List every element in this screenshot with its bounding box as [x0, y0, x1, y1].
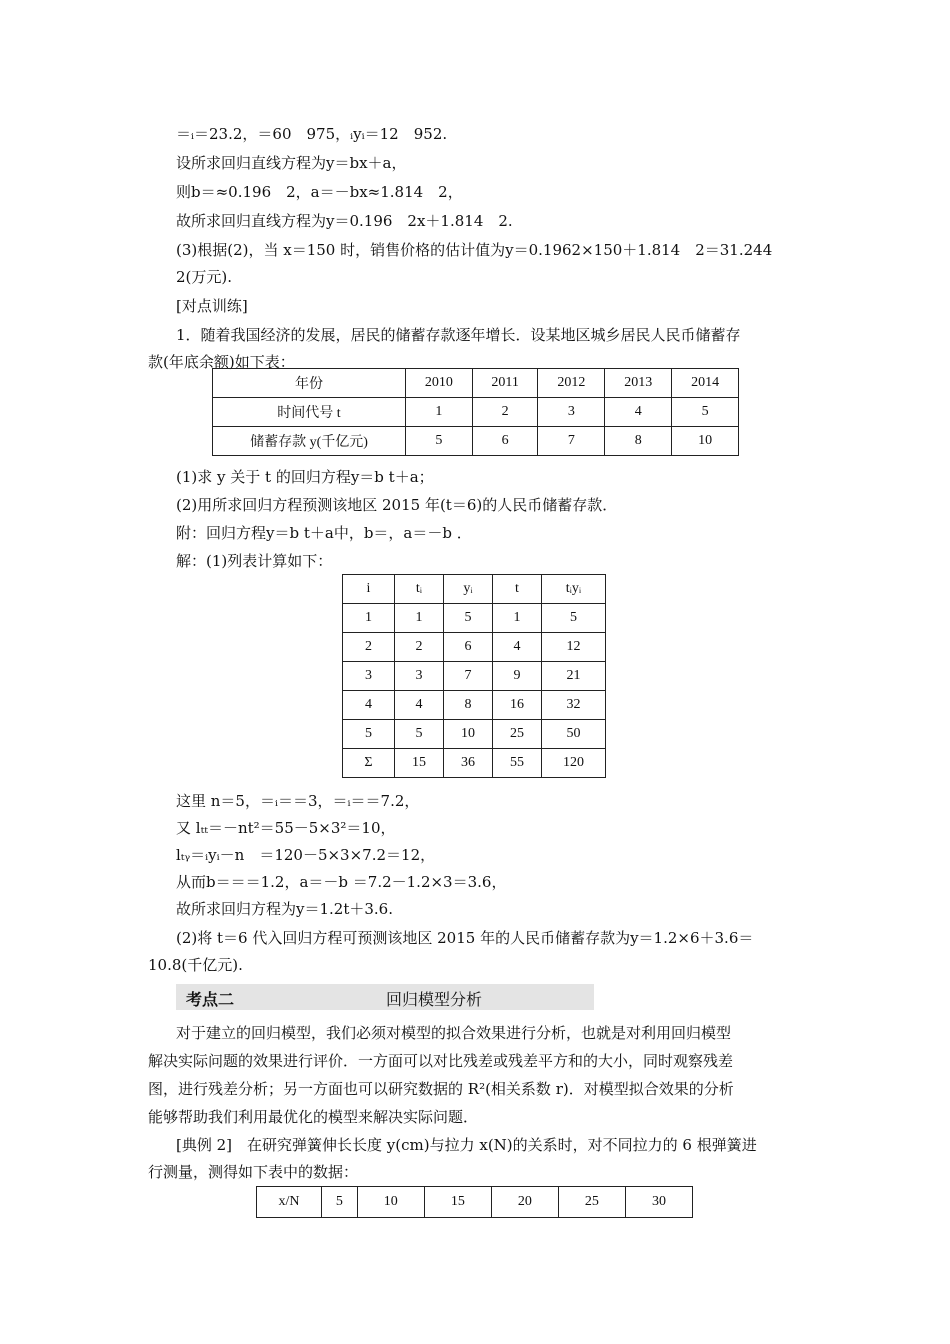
table-cell: 2	[395, 633, 444, 662]
table-cell: 2011	[472, 369, 538, 398]
table-row	[343, 575, 606, 604]
table-cell: 2	[343, 633, 395, 662]
table-cell: 5	[322, 1187, 358, 1218]
table-cell: 25	[493, 720, 542, 749]
text-line: 解：(1)列表计算如下：	[176, 552, 333, 570]
table-cell: 1	[343, 604, 395, 633]
table-row	[213, 427, 739, 456]
table-cell: 20	[491, 1187, 558, 1218]
table-cell: 5	[395, 720, 444, 749]
table-cell: 3	[395, 662, 444, 691]
table-cell: 2013	[605, 369, 672, 398]
table-cell: Σ	[343, 749, 395, 778]
table-cell: 6	[472, 427, 538, 456]
text-line: 10.8(千亿元).	[148, 956, 243, 974]
table-cell: yᵢ	[444, 575, 493, 604]
table-cell: 年份	[213, 369, 406, 398]
table-cell: 32	[542, 691, 606, 720]
text-line: [典例 2] 在研究弹簧伸长长度 y(cm)与拉力 x(N)的关系时，对不同拉力的 6 根弹簧进	[176, 1136, 757, 1154]
table-cell: 4	[395, 691, 444, 720]
table-cell: 4	[605, 398, 672, 427]
table-cell: 2012	[538, 369, 605, 398]
table-cell: 9	[493, 662, 542, 691]
text-line: (3)根据(2)，当 x＝150 时，销售价格的估计值为y＝0.1962×150＋1.814 2＝31.244	[176, 241, 773, 259]
table-cell: 1	[395, 604, 444, 633]
table-cell: 7	[538, 427, 605, 456]
table-cell: 2010	[406, 369, 473, 398]
table-cell: 3	[343, 662, 395, 691]
text-line: 又 lₜₜ＝－nt²＝55－5×3²＝10，	[176, 819, 396, 837]
table-cell: 15	[395, 749, 444, 778]
table-cell: 6	[444, 633, 493, 662]
text-line: 对于建立的回归模型，我们必须对模型的拟合效果进行分析，也就是对利用回归模型	[176, 1024, 732, 1042]
table-cell: 8	[605, 427, 672, 456]
table-cell: 55	[493, 749, 542, 778]
text-line: 能够帮助我们利用最优化的模型来解决实际问题．	[148, 1108, 479, 1126]
table-row	[343, 691, 606, 720]
calculation-table	[342, 574, 606, 778]
table-row	[343, 720, 606, 749]
text-line: 解决实际问题的效果进行评价．一方面可以对比残差或残差平方和的大小，同时观察残差	[148, 1052, 734, 1070]
table-cell: t	[493, 575, 542, 604]
text-line: 1．随着我国经济的发展，居民的储蓄存款逐年增长．设某地区城乡居民人民币储蓄存	[176, 326, 741, 344]
text-line: (2)将 t＝6 代入回归方程可预测该地区 2015 年的人民币储蓄存款为y＝1.2×6＋3.6＝	[176, 929, 754, 947]
table-cell: tᵢyᵢ	[542, 575, 606, 604]
table-cell: 4	[493, 633, 542, 662]
table-cell: 1	[493, 604, 542, 633]
text-line: [对点训练]	[176, 297, 248, 315]
section-title: 回归模型分析	[386, 990, 483, 1009]
table-cell: i	[343, 575, 395, 604]
table-cell: 5	[406, 427, 473, 456]
table-cell: 16	[493, 691, 542, 720]
table-cell: 36	[444, 749, 493, 778]
spring-table	[256, 1186, 693, 1218]
table-cell: 15	[424, 1187, 491, 1218]
text-line: 设所求回归直线方程为y＝bx＋a，	[176, 154, 407, 172]
table-cell: 10	[672, 427, 739, 456]
text-line: 2(万元).	[176, 268, 233, 286]
table-row	[257, 1187, 693, 1218]
table-cell: 50	[542, 720, 606, 749]
table-cell: 10	[444, 720, 493, 749]
table-cell: 12	[542, 633, 606, 662]
table-cell: 120	[542, 749, 606, 778]
table-row	[343, 604, 606, 633]
table-cell: 3	[538, 398, 605, 427]
table-cell: 10	[357, 1187, 424, 1218]
section-header	[176, 984, 594, 1010]
text-line: 款(年底余额)如下表：	[148, 353, 295, 371]
table-cell: 时间代号 t	[213, 398, 406, 427]
table-row	[213, 369, 739, 398]
section-tag: 考点二	[186, 990, 235, 1009]
table-cell: 储蓄存款 y(千亿元)	[213, 427, 406, 456]
table-cell: 2	[472, 398, 538, 427]
savings-table	[212, 368, 739, 456]
text-line: lₜᵧ＝ᵢyᵢ－n ＝120－5×3×7.2＝12，	[176, 846, 436, 864]
table-cell: 8	[444, 691, 493, 720]
table-cell: 21	[542, 662, 606, 691]
text-line: 则b＝≈0.196 2，a＝－bx≈1.814 2，	[176, 183, 463, 201]
table-row	[343, 662, 606, 691]
table-row	[213, 398, 739, 427]
table-cell: 1	[406, 398, 473, 427]
table-cell: tᵢ	[395, 575, 444, 604]
table-cell: 5	[672, 398, 739, 427]
text-line: 图，进行残差分析；另一方面也可以研究数据的 R²(相关系数 r)．对模型拟合效果的分析	[148, 1080, 734, 1098]
text-line: 附：回归方程y＝b t＋a中，b＝，a＝－b ．	[176, 524, 472, 542]
table-cell: 25	[558, 1187, 625, 1218]
table-cell: x/N	[257, 1187, 322, 1218]
text-line: 从而b＝＝＝1.2，a＝－b ＝7.2－1.2×3＝3.6，	[176, 873, 507, 891]
text-line: 故所求回归方程为y＝1.2t＋3.6.	[176, 900, 393, 918]
table-cell: 30	[625, 1187, 692, 1218]
text-line: 这里 n＝5，＝ᵢ＝＝3，＝ᵢ＝＝7.2，	[176, 792, 420, 810]
text-line: ＝ᵢ＝23.2，＝60 975，ᵢyᵢ＝12 952.	[176, 125, 448, 143]
text-line: (1)求 y 关于 t 的回归方程y＝b t＋a；	[176, 468, 434, 486]
table-cell: 7	[444, 662, 493, 691]
text-line: (2)用所求回归方程预测该地区 2015 年(t＝6)的人民币储蓄存款．	[176, 496, 618, 514]
text-line: 故所求回归直线方程为y＝0.196 2x＋1.814 2.	[176, 212, 513, 230]
text-line: 行测量，测得如下表中的数据：	[148, 1163, 359, 1181]
table-cell: 5	[444, 604, 493, 633]
table-cell: 4	[343, 691, 395, 720]
table-row	[343, 749, 606, 778]
table-cell: 5	[343, 720, 395, 749]
table-cell: 5	[542, 604, 606, 633]
table-cell: 2014	[672, 369, 739, 398]
table-row	[343, 633, 606, 662]
